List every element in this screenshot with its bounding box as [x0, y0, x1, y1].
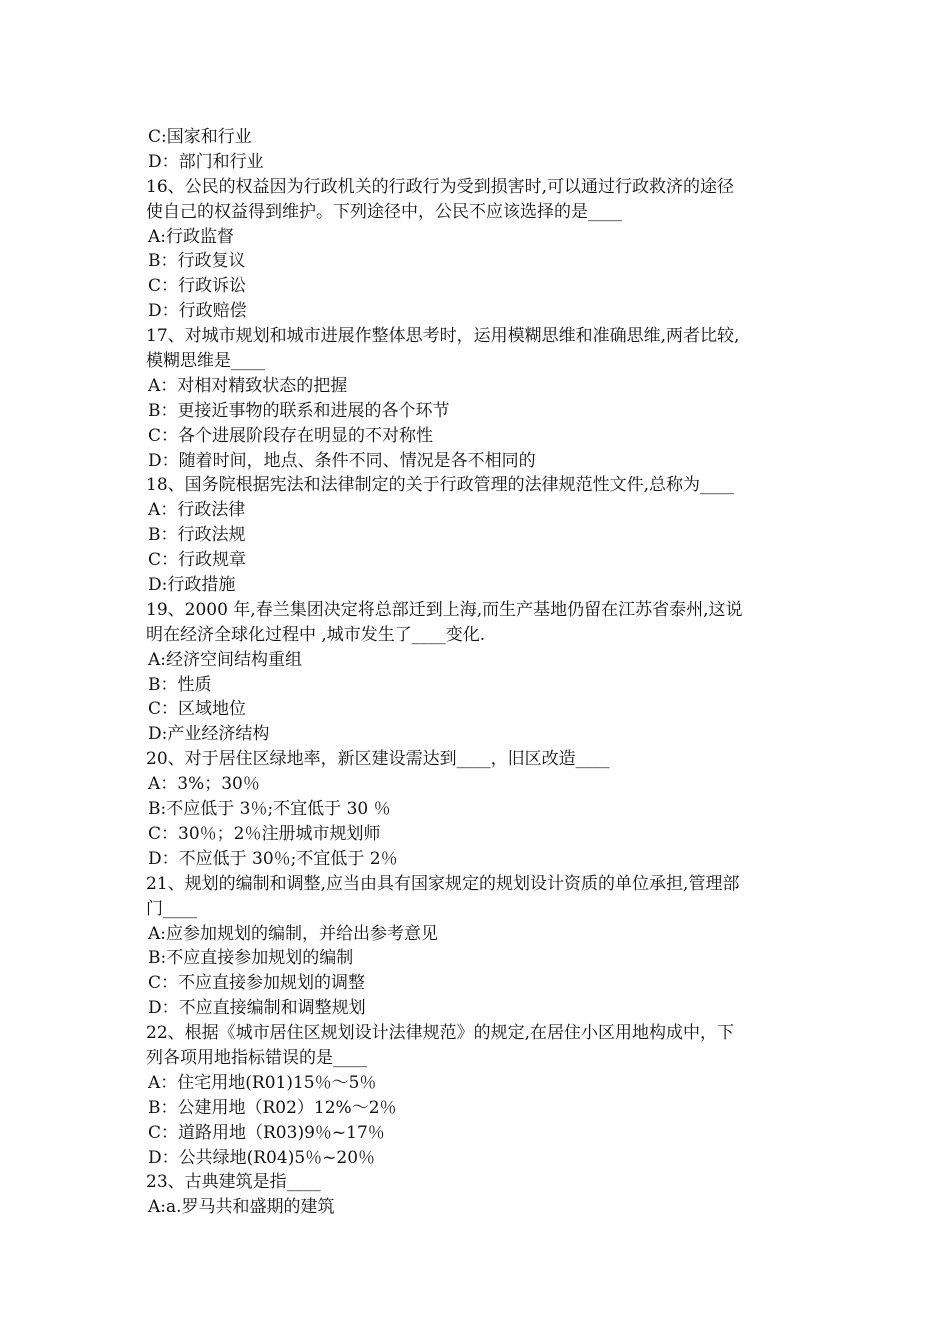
question-text-line: 使自己的权益得到维护。下列途径中，公民不应该选择的是____	[146, 201, 622, 222]
question-text-line: 21、规划的编制和调整,应当由具有国家规定的规划设计资质的单位承担,管理部	[146, 873, 740, 894]
question-text-line: 18、国务院根据宪法和法律制定的关于行政管理的法律规范性文件,总称为____	[146, 475, 735, 496]
answer-option: D：公共绿地(R04)5％~20％	[148, 1147, 376, 1168]
answer-option: D：部门和行业	[148, 151, 264, 172]
question-text-line: 门____	[146, 898, 197, 919]
answer-option: A：住宅用地(R01)15％～5％	[148, 1072, 377, 1093]
answer-option: D：不应低于 30％;不宜低于 2％	[148, 848, 398, 869]
question-text-line: 20、对于居住区绿地率，新区建设需达到____，旧区改造____	[146, 749, 610, 770]
answer-option: C：行政诉讼	[148, 276, 247, 297]
question-text-line: 16、公民的权益因为行政机关的行政行为受到损害时,可以通过行政救济的途径	[146, 176, 735, 197]
answer-option: B：性质	[148, 674, 212, 695]
answer-option: A:应参加规划的编制，并给出参考意见	[148, 923, 439, 944]
question-text-line: 22、根据《城市居住区规划设计法律规范》的规定,在居住小区用地构成中，下	[146, 1023, 735, 1044]
question-text-line: 17、对城市规划和城市进展作整体思考时，运用模糊思维和准确思维,两者比较,	[146, 326, 740, 347]
question-text-line: 23、古典建筑是指____	[146, 1172, 321, 1193]
answer-option: B:不应直接参加规划的编制	[148, 948, 354, 969]
question-text-line: 列各项用地指标错误的是____	[146, 1047, 367, 1068]
answer-option: C：各个进展阶段存在明显的不对称性	[148, 425, 434, 446]
answer-option: D：行政赔偿	[148, 301, 247, 322]
answer-option: A：行政法律	[148, 500, 246, 521]
answer-option: A:行政监督	[148, 226, 235, 247]
answer-option: A:经济空间结构重组	[148, 649, 303, 670]
answer-option: B：更接近事物的联系和进展的各个环节	[148, 400, 450, 421]
answer-option: A:a.罗马共和盛期的建筑	[148, 1197, 335, 1218]
answer-option: D:行政措施	[148, 575, 236, 596]
answer-option: C:国家和行业	[148, 127, 252, 147]
answer-option: D：随着时间，地点、条件不同、情况是各不相同的	[148, 450, 536, 471]
answer-option: B：行政法规	[148, 525, 246, 546]
question-text-line: 明在经济全球化过程中 ,城市发生了____变化.	[146, 624, 486, 645]
answer-option: A：3%；30％	[148, 774, 260, 795]
answer-option: D:产业经济结构	[148, 724, 270, 745]
answer-option: B:不应低于 3％;不宜低于 30 ％	[148, 799, 391, 820]
answer-option: B：公建用地（R02）12%～2％	[148, 1097, 397, 1118]
answer-option: C：行政规章	[148, 550, 247, 571]
answer-option: D：不应直接编制和调整规划	[148, 998, 366, 1019]
answer-option: C：道路用地（R03)9％~17％	[148, 1122, 385, 1143]
answer-option: C：不应直接参加规划的调整	[148, 973, 366, 994]
document-body	[146, 125, 810, 1220]
answer-option: B：行政复议	[148, 251, 246, 272]
question-text-line: 19、2000 年,春兰集团决定将总部迁到上海,而生产基地仍留在江苏省泰州,这说	[146, 599, 743, 620]
question-text-line: 模糊思维是____	[146, 351, 265, 372]
answer-option: C：30％；2％注册城市规划师	[148, 823, 381, 844]
answer-option: C：区域地位	[148, 699, 247, 720]
answer-option: A：对相对精致状态的把握	[148, 375, 348, 396]
